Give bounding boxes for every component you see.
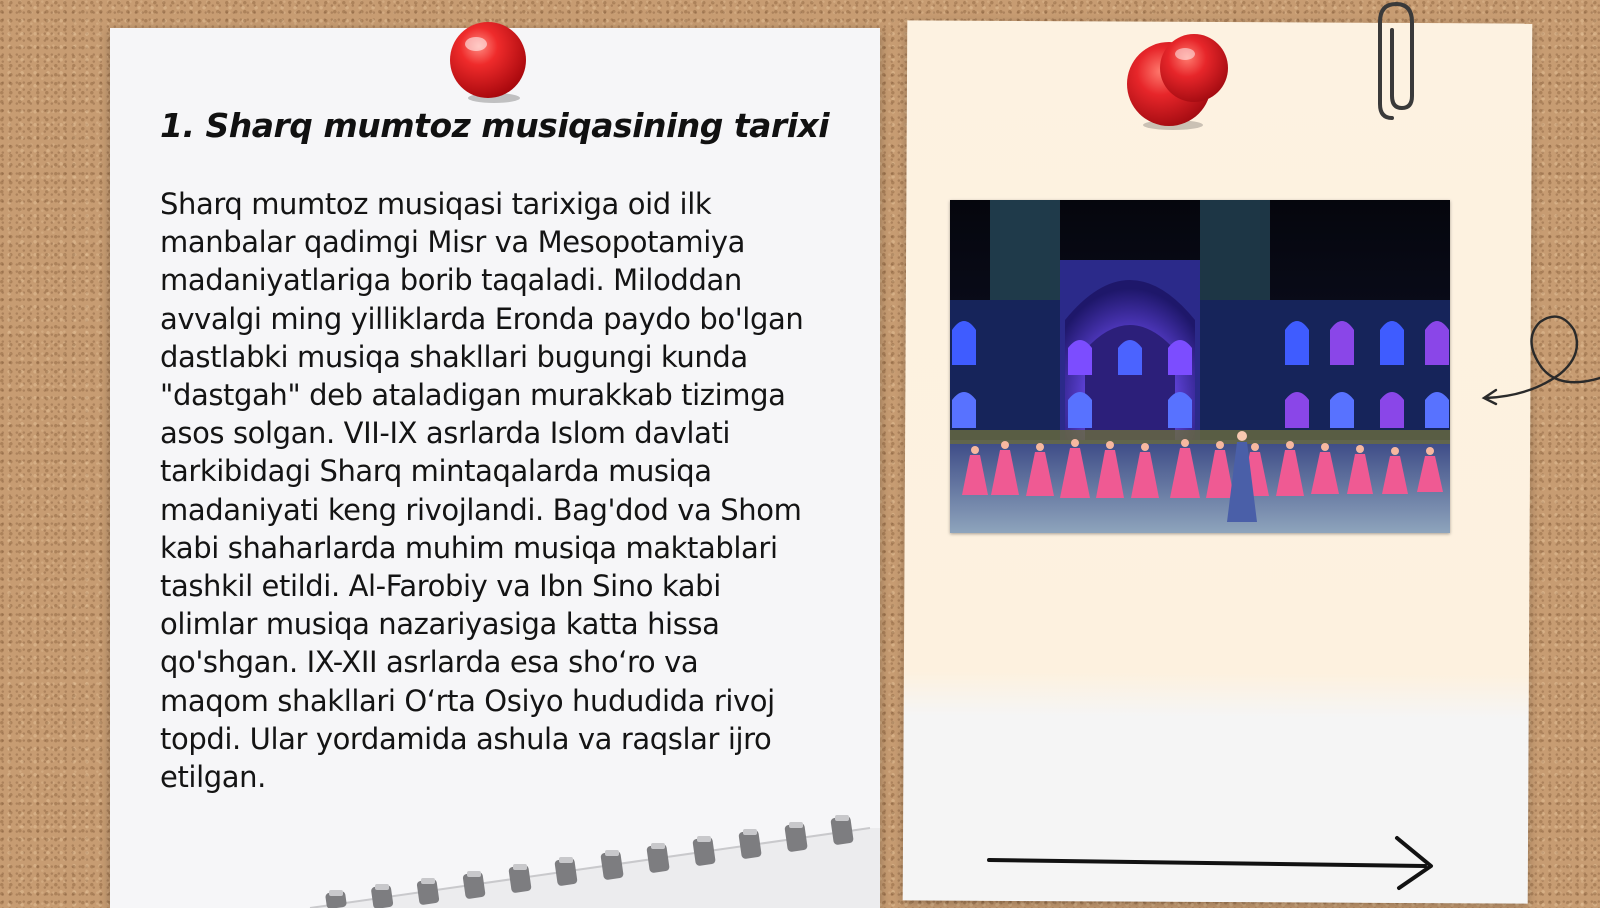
body-line: asos solgan. VII-IX asrlarda Islom davlati [160, 416, 731, 451]
body-line: qo'shgan. IX-XII asrlarda esa sho‘ro va [160, 645, 699, 680]
body-line: manbalar qadimgi Misr va Mesopotamiya [160, 225, 746, 260]
body-line: avvalgi ming yilliklarda Eronda paydo bo'lgan [160, 301, 804, 336]
registan-dance-photo [950, 200, 1450, 533]
body-line: dastlabki musiqa shakllari bugungi kunda [160, 339, 748, 374]
body-line: maqom shakllari O‘rta Osiyo hududida rivoj [160, 683, 775, 718]
slide-body-text [160, 185, 860, 796]
body-line: etilgan. [160, 760, 266, 795]
body-line: tarkibidagi Sharq mintaqalarda musiqa [160, 454, 712, 489]
body-line: kabi shaharlarda muhim musiqa maktablari [160, 530, 778, 565]
body-line: "dastgah" deb ataladigan murakkab tizimga [160, 378, 786, 413]
body-line: madaniyati keng rivojlandi. Bag'dod va Shom [160, 492, 802, 527]
arrow-right-icon [985, 832, 1445, 892]
photo-illustration [950, 200, 1450, 533]
push-pin-icon [448, 20, 534, 106]
push-pin-icon [1125, 32, 1237, 132]
paperclip-icon [1372, 0, 1422, 130]
body-line: topdi. Ular yordamida ashula va raqslar ijro [160, 721, 772, 756]
left-note-paper [110, 28, 880, 908]
slide-title: 1. Sharq mumtoz musiqasining tarixi [160, 106, 830, 145]
torn-paper-edge [110, 768, 880, 908]
body-line: olimlar musiqa nazariyasiga katta hissa [160, 607, 720, 642]
body-line: madaniyatlariga borib taqaladi. Miloddan [160, 263, 742, 298]
body-line: tashkil etildi. Al-Farobiy va Ibn Sino kabi [160, 569, 721, 604]
body-line: Sharq mumtoz musiqasi tarixiga oid ilk [160, 187, 712, 221]
loop-arrow-doodle [1480, 310, 1600, 410]
